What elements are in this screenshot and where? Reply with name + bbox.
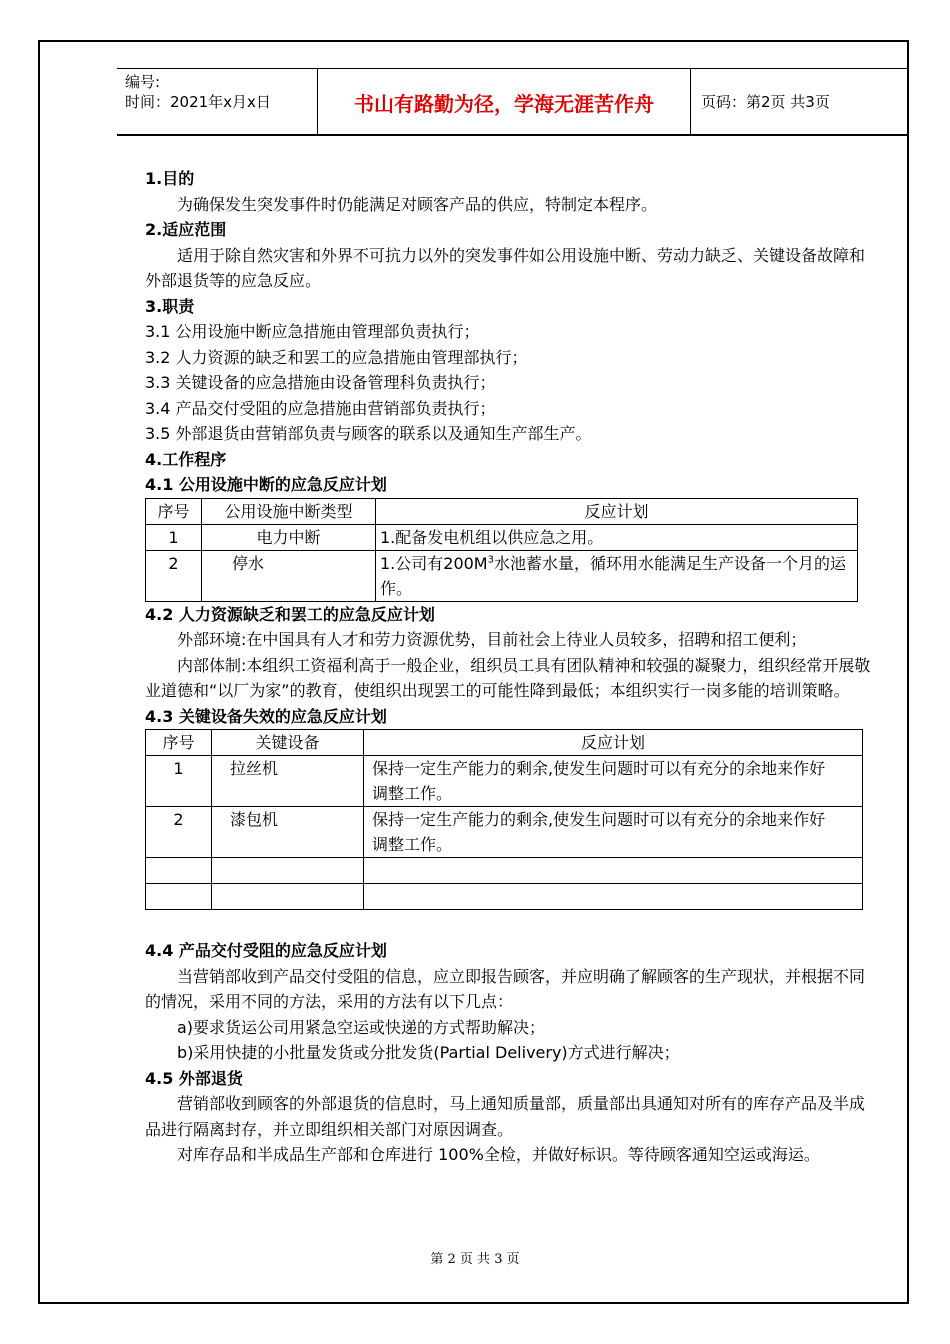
section-4-4-title: 4.4 产品交付受阻的应急反应计划 (145, 941, 387, 960)
page-footer: 第 2 页 共 3 页 (430, 1252, 520, 1267)
document-header (117, 68, 907, 136)
table-cell: 电力中断 (202, 524, 376, 550)
table-cell: 保持一定生产能力的剩余,使发生问题时可以有充分的余地来作好调整工作。 (364, 756, 863, 807)
section-4-title: 4.工作程序 (145, 449, 227, 469)
spacer (145, 910, 880, 938)
section-4-3-title: 4.3 关键设备失效的应急反应计划 (145, 706, 387, 726)
list-item: 3.5 外部退货由营销部负责与顾客的联系以及通知生产部生产。 (145, 424, 592, 443)
table-row (146, 524, 858, 550)
section-4-5-title: 4.5 外部退货 (145, 1068, 243, 1088)
section-4-2-title: 4.2 人力资源缺乏和罢工的应急反应计划 (145, 604, 435, 624)
utility-table (145, 498, 858, 602)
table-cell (146, 884, 212, 910)
table-cell: 停水 (202, 550, 376, 601)
table-cell: 1 (146, 756, 212, 807)
header-motto: 书山有路勤为径，学海无涯苦作舟 (317, 69, 691, 135)
plan-text-b: 水池蓄水量，循环用水能满足生产设备一个月的运作。 (380, 553, 847, 598)
superscript: 3 (487, 554, 494, 566)
time-label: 时间：2021年x月x日 (125, 93, 271, 111)
table-row (146, 858, 863, 884)
table-cell: 2 (146, 807, 212, 858)
table-cell (364, 858, 863, 884)
table-cell (376, 550, 858, 601)
paragraph: 营销部收到顾客的外部退货的信息时，马上通知质量部，质量部出具通知对所有的库存产品及半成品进行隔离封存，并立即组织相关部门对原因调查。 (145, 1094, 866, 1139)
section-1-text: 为确保发生突发事件时仍能满足对顾客产品的供应，特制定本程序。 (177, 194, 658, 214)
paragraph: 外部环境:在中国具有人才和劳力资源优势，目前社会上待业人员较多，招聘和招工便利； (177, 630, 807, 649)
plan-text-a: 1.公司有200M (380, 553, 488, 573)
table-cell: 漆包机 (212, 807, 364, 858)
section-4-1-title: 4.1 公用设施中断的应急反应计划 (145, 475, 387, 494)
list-item: 3.2 人力资源的缺乏和罢工的应急措施由管理部执行； (145, 347, 528, 367)
paragraph: 内部体制:本组织工资福利高于一般企业，组织员工具有团队精神和较强的凝聚力，组织经常开展敬业道德和“以厂为家”的教育，使组织出现罢工的可能性降到最低；本组织实行一岗多能的培训策略。 (145, 655, 871, 700)
table-cell (146, 858, 212, 884)
section-3-title: 3.职责 (145, 296, 195, 316)
list-item: 3.3 关键设备的应急措施由设备管理科负责执行； (145, 373, 496, 392)
section-2-title: 2.适应范围 (145, 220, 227, 239)
table-cell: 拉丝机 (212, 756, 364, 807)
table-header: 反应计划 (376, 498, 858, 524)
table-cell: 1.配备发电机组以供应急之用。 (376, 524, 858, 550)
table-header-row (146, 730, 863, 756)
paragraph: 当营销部收到产品交付受阻的信息，应立即报告顾客，并应明确了解顾客的生产现状，并根据不同的情况，采用不同的方法，采用的方法有以下几点： (145, 966, 866, 1011)
header-page-label: 页码：第2页 共3页 (701, 93, 830, 111)
number-label: 编号: (125, 73, 161, 91)
table-row (146, 807, 863, 858)
header-meta (125, 72, 271, 112)
equipment-table (145, 729, 863, 910)
table-header: 公用设施中断类型 (202, 498, 376, 524)
table-header: 序号 (146, 498, 202, 524)
table-header: 序号 (146, 730, 212, 756)
table-header: 关键设备 (212, 730, 364, 756)
section-2-text: 适用于除自然灾害和外界不可抗力以外的突发事件如公用设施中断、劳动力缺乏、关键设备故障和外部退货等的应急反应。 (145, 245, 866, 290)
list-item: a)要求货运公司用紧急空运或快递的方式帮助解决； (177, 1017, 546, 1037)
list-item: b)采用快捷的小批量发货或分批发货(Partial Delivery)方式进行解决； (177, 1043, 680, 1062)
list-item: 3.4 产品交付受阻的应急措施由营销部负责执行； (145, 398, 496, 418)
document-body (145, 166, 880, 1168)
table-cell (212, 858, 364, 884)
table-header-row (146, 498, 858, 524)
table-cell: 保持一定生产能力的剩余,使发生问题时可以有充分的余地来作好调整工作。 (364, 807, 863, 858)
table-row (146, 550, 858, 601)
table-cell (364, 884, 863, 910)
table-cell: 2 (146, 550, 202, 601)
paragraph: 对库存品和半成品生产部和仓库进行 100%全检，并做好标识。等待顾客通知空运或海运。 (177, 1145, 820, 1164)
table-row (146, 884, 863, 910)
table-cell (212, 884, 364, 910)
table-row (146, 756, 863, 807)
table-header: 反应计划 (364, 730, 863, 756)
section-1-title: 1.目的 (145, 169, 195, 188)
list-item: 3.1 公用设施中断应急措施由管理部负责执行； (145, 322, 480, 341)
table-cell: 1 (146, 524, 202, 550)
